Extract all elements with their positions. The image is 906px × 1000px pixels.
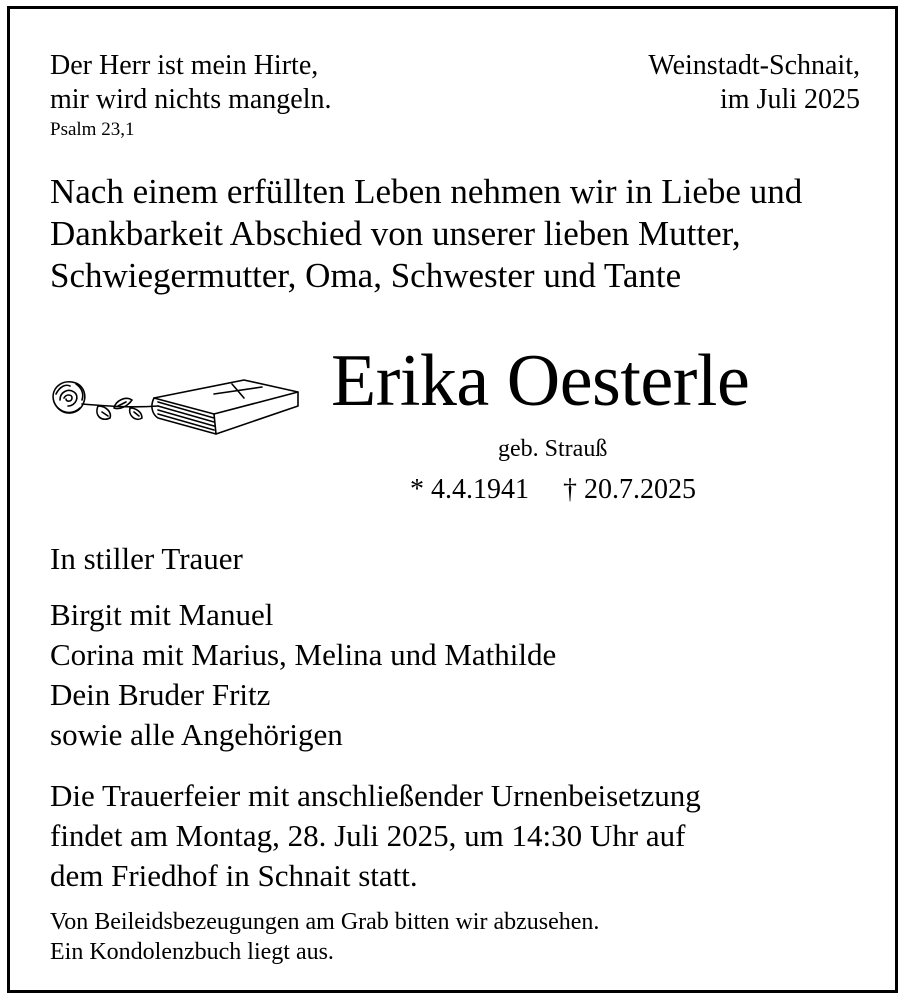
mourner: sowie alle Angehörigen — [50, 717, 343, 752]
bible-with-cross-icon — [152, 380, 298, 434]
intro-line: Nach einem erfüllten Leben nehmen wir in Liebe und — [50, 172, 803, 211]
closing-notes — [50, 907, 599, 967]
psalm-quote — [50, 49, 332, 117]
birth-date: * 4.4.1941 — [410, 474, 529, 505]
place: Weinstadt-Schnait, — [648, 50, 860, 81]
rose-icon — [53, 382, 158, 420]
note-line: Von Beileidsbezeugungen am Grab bitten wir abzusehen. — [50, 909, 600, 935]
maiden-name: geb. Strauß — [498, 436, 608, 462]
funeral-service-info — [50, 776, 701, 896]
psalm-line: Der Herr ist mein Hirte, — [50, 50, 319, 81]
date: im Juli 2025 — [719, 84, 860, 115]
rose-and-bible-emblem — [46, 372, 304, 440]
mourner: Birgit mit Manuel — [50, 597, 274, 632]
service-line: dem Friedhof in Schnait statt. — [50, 858, 418, 893]
place-and-date — [648, 49, 860, 117]
mourning-heading: In stiller Trauer — [50, 541, 243, 576]
intro-line: Schwiegermutter, Oma, Schwester und Tante — [50, 256, 682, 295]
intro-text — [50, 171, 802, 297]
note-line: Ein Kondolenzbuch liegt aus. — [50, 939, 334, 965]
life-dates — [410, 476, 696, 504]
mourner: Corina mit Marius, Melina und Mathilde — [50, 637, 557, 672]
intro-line: Dankbarkeit Abschied von unserer lieben Mutter, — [50, 214, 741, 253]
psalm-line: mir wird nichts mangeln. — [50, 84, 332, 115]
mourner: Dein Bruder Fritz — [50, 677, 271, 712]
psalm-source: Psalm 23,1 — [50, 119, 135, 140]
deceased-name: Erika Oesterle — [331, 340, 750, 422]
mourners-list — [50, 595, 556, 755]
death-date: † 20.7.2025 — [563, 474, 696, 505]
service-line: findet am Montag, 28. Juli 2025, um 14:30 Uhr auf — [50, 818, 686, 853]
service-line: Die Trauerfeier mit anschließender Urnenbeisetzung — [50, 778, 701, 813]
